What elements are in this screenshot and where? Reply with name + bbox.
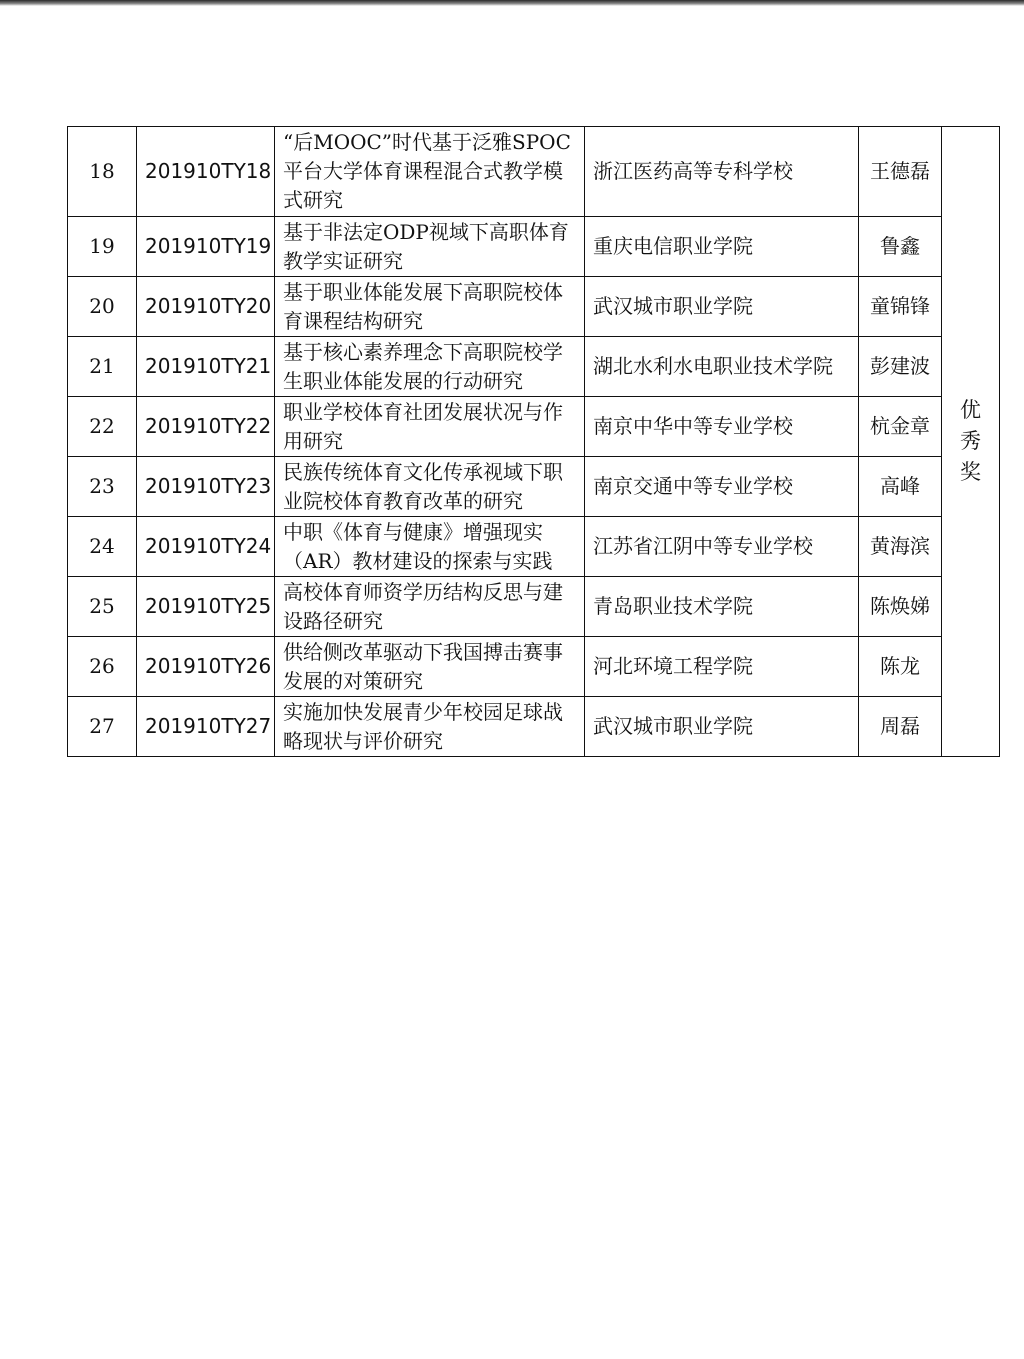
project-code: 201910TY22 [137,397,275,457]
project-code: 201910TY23 [137,457,275,517]
project-title: 高校体育师资学历结构反思与建设路径研究 [275,577,585,637]
row-index: 25 [68,577,137,637]
project-code: 201910TY18 [137,127,275,217]
school-name: 武汉城市职业学院 [585,697,859,757]
person-name: 鲁鑫 [859,217,942,277]
school-name: 浙江医药高等专科学校 [585,127,859,217]
project-title: 民族传统体育文化传承视域下职业院校体育教育改革的研究 [275,457,585,517]
project-code: 201910TY25 [137,577,275,637]
project-title: “后MOOC”时代基于泛雅SPOC平台大学体育课程混合式教学模式研究 [275,127,585,217]
table-row [68,457,1000,517]
row-index: 18 [68,127,137,217]
table-row [68,397,1000,457]
project-title: 职业学校体育社团发展状况与作用研究 [275,397,585,457]
project-title: 实施加快发展青少年校园足球战略现状与评价研究 [275,697,585,757]
school-name: 南京交通中等专业学校 [585,457,859,517]
project-title: 基于职业体能发展下高职院校体育课程结构研究 [275,277,585,337]
project-title: 中职《体育与健康》增强现实（AR）教材建设的探索与实践 [275,517,585,577]
school-name: 重庆电信职业学院 [585,217,859,277]
person-name: 陈焕娣 [859,577,942,637]
row-index: 19 [68,217,137,277]
person-name: 杭金章 [859,397,942,457]
project-code: 201910TY20 [137,277,275,337]
award-level-cell [942,127,1000,757]
person-name: 童锦锋 [859,277,942,337]
person-name: 陈龙 [859,637,942,697]
project-code: 201910TY19 [137,217,275,277]
table-row [68,697,1000,757]
project-code: 201910TY21 [137,337,275,397]
project-code: 201910TY26 [137,637,275,697]
person-name: 彭建波 [859,337,942,397]
person-name: 周磊 [859,697,942,757]
school-name: 江苏省江阴中等专业学校 [585,517,859,577]
row-index: 20 [68,277,137,337]
school-name: 南京中华中等专业学校 [585,397,859,457]
row-index: 21 [68,337,137,397]
project-title: 供给侧改革驱动下我国搏击赛事发展的对策研究 [275,637,585,697]
award-table [67,126,1000,757]
row-index: 23 [68,457,137,517]
project-code: 201910TY24 [137,517,275,577]
table-row [68,517,1000,577]
school-name: 武汉城市职业学院 [585,277,859,337]
award-level: 优秀奖 [960,398,981,484]
table-row [68,637,1000,697]
row-index: 27 [68,697,137,757]
row-index: 22 [68,397,137,457]
school-name: 湖北水利水电职业技术学院 [585,337,859,397]
person-name: 王德磊 [859,127,942,217]
table-row [68,127,1000,217]
table-row [68,217,1000,277]
table-row [68,277,1000,337]
person-name: 黄海滨 [859,517,942,577]
table-row [68,337,1000,397]
row-index: 26 [68,637,137,697]
project-title: 基于非法定ODP视域下高职体育教学实证研究 [275,217,585,277]
school-name: 河北环境工程学院 [585,637,859,697]
project-title: 基于核心素养理念下高职院校学生职业体能发展的行动研究 [275,337,585,397]
school-name: 青岛职业技术学院 [585,577,859,637]
scan-top-edge [0,0,1024,6]
row-index: 24 [68,517,137,577]
table-row [68,577,1000,637]
project-code: 201910TY27 [137,697,275,757]
person-name: 高峰 [859,457,942,517]
